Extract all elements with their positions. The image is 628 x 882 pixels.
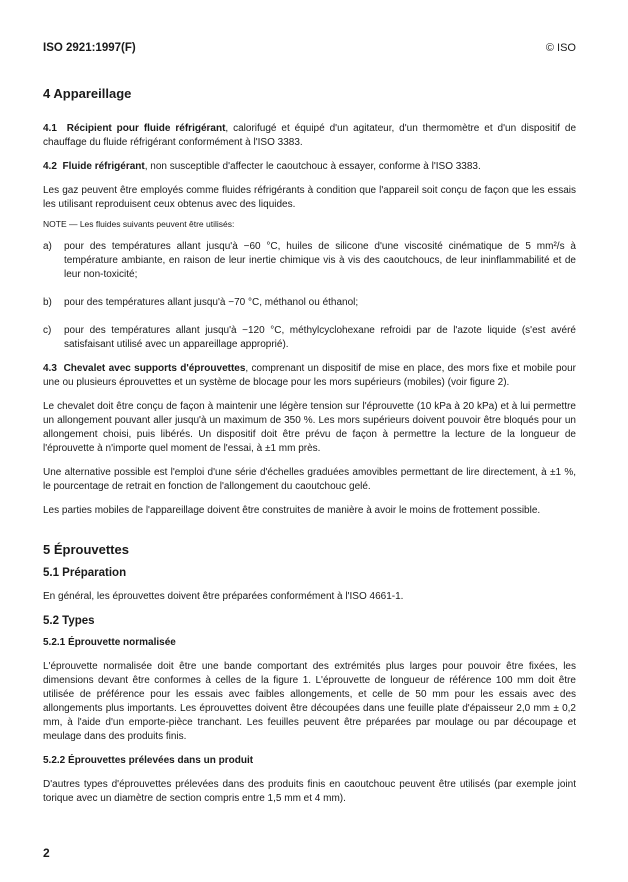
- paragraph-preparation: En général, les éprouvettes doivent être préparées conformément à l'ISO 4661-1.: [43, 591, 404, 602]
- paragraph-parties: Les parties mobiles de l'appareillage doivent être construites de manière à avoir le moins de frottement possible.: [43, 505, 541, 516]
- paragraph-chevalet: Le chevalet doit être conçu de façon à maintenir une légère tension sur l'éprouvette (10 kPa à 20 kPa) et à lui permettre un allongement pouvant aller jusqu'à un maximum de 350 %. Les mors supérieurs doivent pouvoir être bloqués pour un allongement choisi, puis libérés. Un dispositif doit être prévu de façon à permettre la lecture de la longueur de l'éprouvette à n'importe quel moment de l'essai, à ±1 mm près.: [43, 401, 576, 454]
- note: NOTE — Les fluides suivants peuvent être utilisés:: [43, 219, 235, 229]
- list-label: c): [43, 325, 52, 336]
- page-content: [43, 86, 576, 806]
- section-5-2-title: 5.2 Types: [43, 615, 95, 627]
- section-5-1-title: 5.1 Préparation: [43, 567, 127, 579]
- paragraph-gaz: Les gaz peuvent être employés comme fluides réfrigérants à condition que l'appareil soit conçu de façon que les essais les utilisant reproduisent ceux obtenus avec des liquides.: [43, 185, 576, 210]
- section-4-title: 4 Appareillage: [43, 86, 132, 101]
- clause-4-1-heading: Récipient pour fluide réfrigérant: [66, 123, 226, 134]
- paragraph-alternative: Une alternative possible est l'emploi d'une série d'échelles graduées amovibles permettant de lire directement, à ±1 %, le pourcentage de retrait en fonction de l'allongement du caoutchouc gelé.: [43, 467, 576, 492]
- list-item-a: [43, 240, 576, 282]
- copyright-mark: © ISO: [545, 42, 576, 54]
- list-item-b: [43, 296, 576, 310]
- clause-4-3-number: 4.3: [43, 363, 57, 374]
- section-5-2-1-title: 5.2.1 Éprouvette normalisée: [43, 637, 176, 648]
- clause-4-1: [43, 122, 576, 150]
- paragraph-eprouvettes-produit: D'autres types d'éprouvettes prélevées dans des produits finis en caoutchouc peuvent être utilisés (par exemple joint torique avec un diamètre de section compris entre 1,5 mm et 4 mm).: [43, 779, 576, 804]
- clause-4-2-number: 4.2: [43, 161, 57, 172]
- page-number: 2: [43, 846, 50, 860]
- clause-4-2-text: , non susceptible d'affecter le caoutchouc à essayer, conforme à l'ISO 3383.: [144, 161, 481, 172]
- section-5-2-2-title: 5.2.2 Éprouvettes prélevées dans un produit: [43, 755, 254, 766]
- list-text: pour des températures allant jusqu'à −120 °C, méthylcyclohexane refroidi par de l'azote liquide (s'est avéré satisfaisant utilisé avec un appareillage approprié).: [64, 325, 576, 350]
- list-text: pour des températures allant jusqu'à −70 °C, méthanol ou éthanol;: [64, 297, 359, 308]
- clause-4-2: [43, 160, 576, 174]
- clause-4-2-heading: Fluide réfrigérant: [62, 161, 145, 172]
- list-label: b): [43, 297, 52, 308]
- clause-4-3: [43, 362, 576, 390]
- clause-4-3-heading: Chevalet avec supports d'éprouvettes: [63, 363, 246, 374]
- list-text: pour des températures allant jusqu'à −60 °C, huiles de silicone d'une viscosité cinématique de 5 mm²/s à température ambiante, en raison de leur inertie chimique vis à vis des caoutchoucs, de leur ininflammabilité et de leur non-toxicité;: [64, 241, 576, 280]
- clause-4-1-number: 4.1: [43, 123, 57, 134]
- clause-4-3-text: , comprenant un dispositif de mise en place, des mors fixe et mobile pour une ou plusieurs éprouvettes et un système de blocage pour les mors supérieurs (mobiles) (voir figure 2).: [43, 363, 577, 388]
- clause-4-1-text: , calorifugé et équipé d'un agitateur, d'un thermomètre et d'un dispositif de chauffage du fluide réfrigérant conformément à l'ISO 3383.: [43, 123, 577, 148]
- list-label: a): [43, 241, 52, 252]
- section-5-title: 5 Éprouvettes: [43, 542, 129, 557]
- standard-reference: ISO 2921:1997(F): [43, 42, 136, 54]
- paragraph-eprouvette-normalisee: L'éprouvette normalisée doit être une bande comportant des extrémités plus larges pour pouvoir être fixées, les dimensions devant être conformes à celles de la figure 1. L'éprouvette de longueur de référence 100 mm doit être utilisée de préférence pour les essais avec faibles allongements, et celle de 50 mm pour les essais avec des allongements plus importants. Les éprouvettes doivent être découpées dans une feuille plate d'épaisseur 2,0 mm ± 0,2 mm, à l'aide d'un emporte-pièce tranchant. Les feuilles peuvent être préparées par moulage ou par découpage et meulage dans des produits finis.: [43, 661, 576, 742]
- list-item-c: [43, 324, 576, 352]
